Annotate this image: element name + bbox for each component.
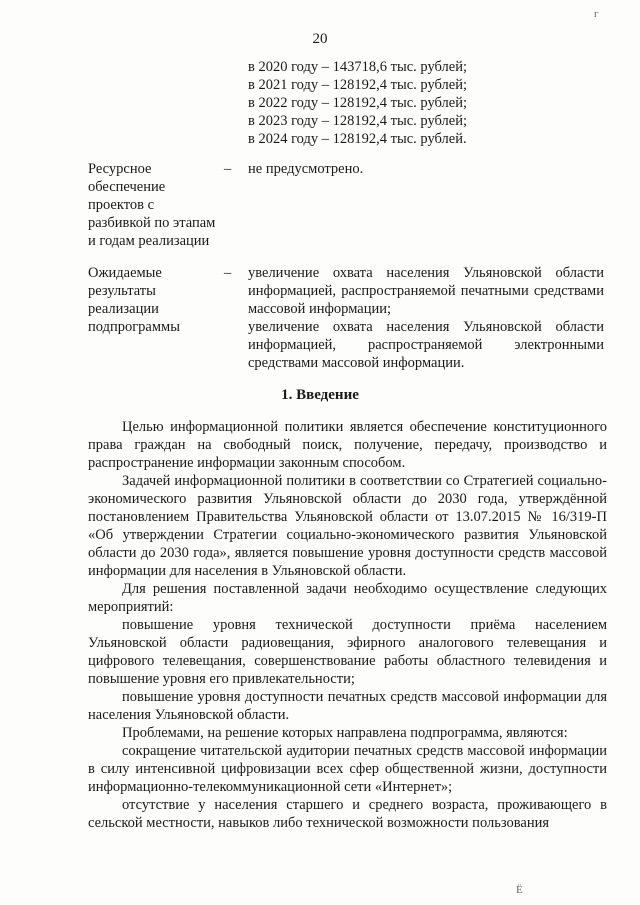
section-heading: 1. Введение [281,387,359,403]
expected-results-label: Ожидаемые результаты реализации подпрограммы [88,265,180,335]
body-paragraph: сокращение читательской аудитории печатных средств массовой информации в силу интенсивной цифровизации всех сфер общественной жизни, доступности информационно-телекоммуникационной сети «Интернет»; [88,743,607,795]
body-text [88,418,607,832]
expected-result-print: увеличение охвата населения Ульяновской области информацией, распространяемой печатными средствами массовой информации; [248,265,604,317]
expected-results-dash: – [224,265,232,281]
body-paragraph: Задачей информационной политики в соответствии со Стратегией социально-экономического развития Ульяновской области до 2030 года, утверждённой постановлением Правительства Ульяновской области от 13.07.2015 № 16/319-П «Об утверждении Стратегии социально-экономического развития Ульяновской области до 2030 года», является повышение уровня доступности средств массовой информации для населения в Ульяновской области. [88,473,607,579]
page-number: 20 [312,31,328,47]
funding-by-year-list [248,58,467,148]
body-paragraph: повышение уровня доступности печатных средств массовой информации для населения Ульяновской области. [88,689,607,723]
corner-mark-bottom: Ё [516,884,523,896]
body-paragraph: Проблемами, на решение которых направлена подпрограмма, являются: [122,725,568,741]
body-paragraph: отсутствие у населения старшего и среднего возраста, проживающего в сельской местности, навыков либо технической возможности пользования [88,797,607,831]
corner-mark-top: г [594,8,599,20]
body-paragraph: Для решения поставленной задачи необходимо осуществление следующих мероприятий: [88,581,607,615]
body-paragraph: повышение уровня технической доступности приёма населением Ульяновской области радиовещания, эфирного аналогового телевещания и цифрового телевещания, совершенствование работы областного телевидения и повышение уровня его привлекательности; [88,617,607,687]
funding-year-2024: в 2024 году – 128192,4 тыс. рублей. [248,131,467,147]
resource-support-label: Ресурсное обеспечение проектов с разбивкой по этапам и годам реализации [88,161,216,249]
expected-results-value [248,264,604,372]
funding-year-2023: в 2023 году – 128192,4 тыс. рублей; [248,113,468,129]
body-paragraph: Целью информационной политики является обеспечение конституционного права граждан на свободный поиск, получение, передачу, производство и распространение информации законным способом. [88,419,607,471]
funding-year-2020: в 2020 году – 143718,6 тыс. рублей; [248,59,468,75]
expected-result-electronic: увеличение охвата населения Ульяновской области информацией, распространяемой электронными средствами массовой информации. [248,319,604,371]
resource-support-value [248,160,604,178]
resource-support-text: не предусмотрено. [248,161,364,177]
resource-support-dash: – [224,161,232,177]
funding-year-2022: в 2022 году – 128192,4 тыс. рублей; [248,95,468,111]
funding-year-2021: в 2021 году – 128192,4 тыс. рублей; [248,77,468,93]
